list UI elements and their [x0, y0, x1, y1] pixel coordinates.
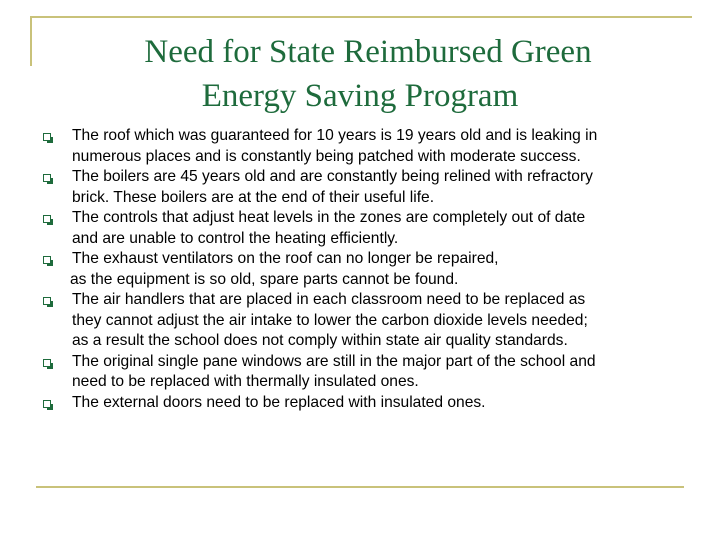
- square-bullet-icon: [43, 215, 51, 223]
- bullet-text-line: brick. These boilers are at the end of their useful life.: [72, 188, 435, 206]
- bullet-item: [42, 126, 692, 167]
- square-bullet-icon: [43, 297, 51, 305]
- bullet-item: [42, 393, 692, 414]
- bullet-text-line: need to be replaced with thermally insulated ones.: [72, 373, 419, 390]
- bullet-text-line: they cannot adjust the air intake to lower the carbon dioxide levels needed;: [72, 311, 588, 329]
- bottom-rule: [36, 486, 684, 488]
- bullet-text-line: as the equipment is so old, spare parts cannot be found.: [70, 270, 459, 288]
- square-bullet-icon: [43, 256, 51, 264]
- slide-title: [0, 30, 720, 118]
- bullet-text-line: The external doors need to be replaced with insulated ones.: [72, 393, 486, 411]
- bullet-text-line: The boilers are 45 years old and are constantly being relined with refractory: [72, 168, 593, 185]
- bullet-text-line: and are unable to control the heating efficiently.: [72, 229, 399, 247]
- title-line-1: Need for State Reimbursed Green: [144, 34, 592, 70]
- bullet-text-line: numerous places and is constantly being patched with moderate success.: [72, 147, 581, 165]
- bullet-text-line: The exhaust ventilators on the roof can no longer be repaired,: [72, 250, 499, 267]
- bullet-text-line: The controls that adjust heat levels in the zones are completely out of date: [72, 209, 586, 226]
- bullet-text-line: The air handlers that are placed in each classroom need to be replaced as: [72, 291, 586, 308]
- bullet-text-line: as a result the school does not comply within state air quality standards.: [72, 332, 568, 349]
- square-bullet-icon: [43, 400, 51, 408]
- square-bullet-icon: [43, 174, 51, 182]
- bullet-item: [42, 249, 692, 290]
- bullet-item: [42, 167, 692, 208]
- bullet-text-line: The roof which was guaranteed for 10 years is 19 years old and is leaking in: [72, 127, 598, 144]
- bullet-list: [42, 126, 692, 413]
- bullet-item: [42, 208, 692, 249]
- square-bullet-icon: [43, 133, 51, 141]
- square-bullet-icon: [43, 359, 51, 367]
- bullet-item: [42, 352, 692, 393]
- bullet-item: [42, 290, 692, 352]
- bullet-text-line: The original single pane windows are still in the major part of the school and: [72, 352, 596, 370]
- title-line-2: Energy Saving Program: [201, 78, 519, 114]
- top-rule: [30, 16, 692, 18]
